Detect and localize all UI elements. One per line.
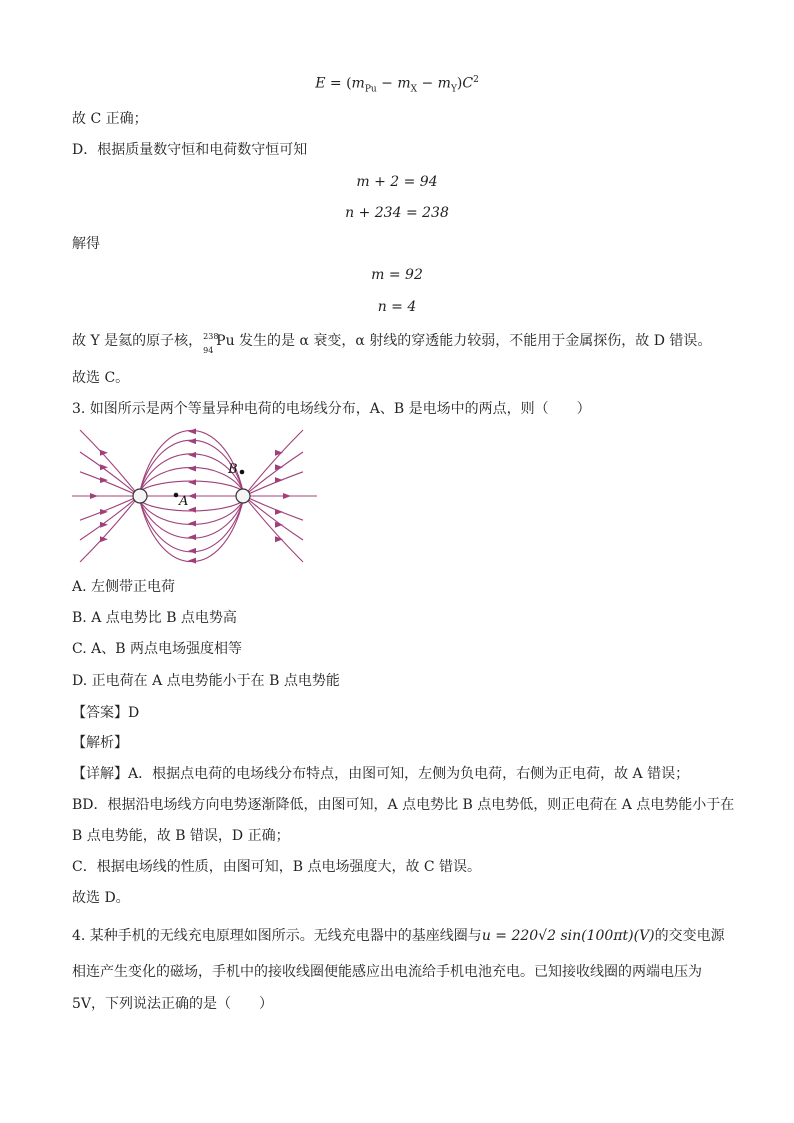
analysis-label: 【解析】 — [72, 735, 128, 751]
arc-bottom-arrow-3 — [188, 548, 196, 554]
eq-y-sub: Y — [450, 84, 457, 95]
detail-line-1: 【详解】A．根据点电荷的电场线分布特点，由图可知，左侧为负电荷，右侧为正电荷，故 A 错误； — [72, 766, 690, 782]
question-4-line-2: 相连产生变化的磁场，手机中的接收线圈便能感应出电流给手机电池充电。已知接收线圈的两端电压为 — [72, 964, 702, 980]
eq-minus-2: − — [421, 75, 434, 92]
axis-arrow-left — [90, 493, 98, 499]
equation-mass: m + 2 = 94 — [356, 174, 438, 190]
left-out-3 — [80, 498, 135, 520]
arc-bottom-arrow-2 — [188, 534, 196, 540]
option-d: D. 正电荷在 A 点电势能小于在 B 点电势能 — [72, 673, 340, 689]
point-b-label: B — [228, 462, 238, 477]
field-line-diagram — [72, 425, 322, 565]
detail-line-2: BD．根据沿电场线方向电势逐渐降低，由图可知，A 点电势比 B 点电势低，则正电荷在 A 点电势能小于在 — [72, 797, 735, 813]
left-charge — [133, 489, 147, 503]
eq-pu-sub: Pu — [364, 84, 377, 95]
right-out-arrow-2 — [275, 477, 283, 483]
line-y-pre: 故 Y 是氦的原子核， — [72, 333, 203, 349]
line-y-conclusion — [72, 331, 712, 355]
energy-equation — [0, 70, 794, 99]
equation-m-result: m = 92 — [371, 267, 423, 283]
right-out-3 — [248, 498, 303, 520]
line-c-correct: 故 C 正确； — [72, 111, 148, 127]
arc-bottom-1 — [140, 501, 243, 525]
nuclide-symbol: Pu — [216, 333, 235, 349]
nuclide-pu — [202, 331, 219, 355]
eq-c: C — [462, 75, 474, 92]
choose-c: 故选 C。 — [72, 370, 130, 386]
question-4-line-3: 5V，下列说法正确的是（ ） — [72, 996, 274, 1012]
detail-line-3: B 点电势能，故 B 错误，D 正确； — [72, 828, 290, 844]
option-c: C. A、B 两点电场强度相等 — [72, 641, 242, 657]
eq-x-sub: X — [410, 84, 418, 95]
detail-line-4: C．根据电场线的性质，由图可知，B 点电场强度大，故 C 错误。 — [72, 859, 482, 875]
axis-arrow-right — [283, 493, 291, 499]
solve-label: 解得 — [72, 236, 100, 252]
question-4-line-1 — [72, 926, 725, 946]
point-a-dot — [174, 493, 179, 498]
eq-m-x: m — [397, 75, 411, 92]
choose-d: 故选 D。 — [72, 890, 130, 906]
arc-top-arrow-1 — [188, 466, 196, 472]
arc-top-arrow-4 — [188, 428, 196, 434]
eq-m-y: m — [437, 75, 451, 92]
right-charge — [236, 489, 250, 503]
arc-top-arrow-2 — [188, 452, 196, 458]
nuclide-charge: 94 — [203, 346, 214, 355]
eq-lparen: ( — [346, 75, 352, 92]
eq-c-sup: 2 — [473, 75, 479, 85]
eq-minus-1: − — [381, 75, 393, 92]
answer-label: 【答案】D — [72, 705, 140, 721]
arc-top-arrow-3 — [188, 438, 196, 444]
right-out-arrow-3 — [275, 509, 283, 515]
arc-bottom-arrow-0 — [188, 507, 196, 513]
arc-top-arrow-0 — [188, 479, 196, 485]
nuclide-mass: 238 — [203, 332, 219, 341]
option-a: A. 左侧带正电荷 — [72, 579, 176, 595]
option-b: B. A 点电势比 B 点电势高 — [72, 610, 237, 626]
eq-E: E — [315, 75, 326, 92]
q4-line1-pre: 4. 某种手机的无线充电原理如图所示。无线充电器中的基座线圈与 — [72, 928, 482, 944]
right-out-2 — [248, 472, 303, 494]
left-out-2 — [80, 472, 135, 494]
point-b-dot — [240, 470, 245, 475]
point-a-label: A — [179, 494, 189, 509]
eq-rparen: ) — [456, 75, 463, 92]
eq-m-pu: m — [351, 75, 365, 92]
q4-line1-post: 的交变电源 — [654, 928, 725, 944]
equation-n-result: n = 4 — [377, 299, 417, 315]
line-d-intro: D．根据质量数守恒和电荷数守恒可知 — [72, 142, 308, 158]
axis-arrow-middle — [188, 493, 196, 499]
equation-charge: n + 234 = 238 — [345, 205, 449, 221]
eq-equals: = — [329, 75, 342, 92]
q4-formula: u = 220√2 sin(100πt)(V) — [481, 928, 655, 944]
line-y-post: 发生的是 α 衰变，α 射线的穿透能力较弱，不能用于金属探伤，故 D 错误。 — [234, 333, 712, 349]
arc-bottom-arrow-4 — [188, 558, 196, 564]
arc-bottom-arrow-1 — [188, 520, 196, 526]
question-3-stem: 3. 如图所示是两个等量异种电荷的电场线分布，A、B 是电场中的两点，则（ ） — [72, 401, 591, 417]
